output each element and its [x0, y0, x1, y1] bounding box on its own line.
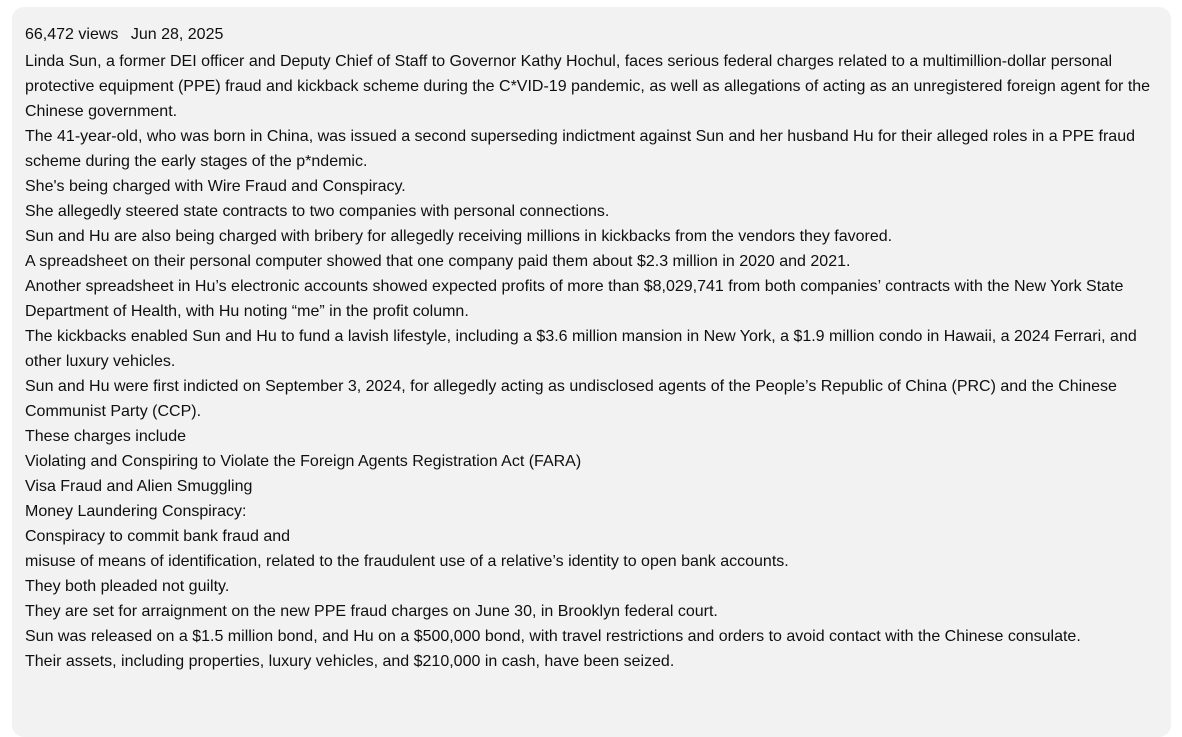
description-line: misuse of means of identification, related to the fraudulent use of a relative’s identity to open bank accounts.	[25, 553, 789, 570]
description-line: The kickbacks enabled Sun and Hu to fund a lavish lifestyle, including a $3.6 million mansion in New York, a $1.9 million condo in Hawaii, a 2024 Ferrari, and other luxury vehicles.	[25, 328, 1137, 370]
view-count: 66,472 views	[25, 26, 119, 43]
upload-date: Jun 28, 2025	[130, 26, 224, 43]
description-text	[25, 49, 1158, 674]
description-line: Sun and Hu are also being charged with bribery for allegedly receiving millions in kickbacks from the vendors they favored.	[25, 228, 893, 245]
description-line: They both pleaded not guilty.	[25, 578, 230, 595]
description-line: Money Laundering Conspiracy:	[25, 503, 247, 520]
description-line: Conspiracy to commit bank fraud and	[25, 528, 291, 545]
description-line: They are set for arraignment on the new PPE fraud charges on June 30, in Brooklyn federal court.	[25, 603, 718, 620]
description-line: The 41-year-old, who was born in China, was issued a second superseding indictment against Sun and her husband Hu for their alleged roles in a PPE fraud scheme during the early stages of the p*ndemic.	[25, 128, 1135, 170]
description-line: Their assets, including properties, luxury vehicles, and $210,000 in cash, have been seized.	[25, 653, 675, 670]
description-line: A spreadsheet on their personal computer showed that one company paid them about $2.3 million in 2020 and 2021.	[25, 253, 851, 270]
description-line: Linda Sun, a former DEI officer and Deputy Chief of Staff to Governor Kathy Hochul, faces serious federal charges related to a multimillion-dollar personal protective equipment (PPE) fraud and kickback scheme during the C*VID-19 pandemic, as well as allegations of acting as an unregistered foreign agent for the Chinese government.	[25, 53, 1151, 120]
description-line: Sun was released on a $1.5 million bond, and Hu on a $500,000 bond, with travel restrictions and orders to avoid contact with the Chinese consulate.	[25, 628, 1081, 645]
video-description[interactable]	[12, 7, 1171, 737]
description-line: These charges include	[25, 428, 186, 445]
description-line: Visa Fraud and Alien Smuggling	[25, 478, 253, 495]
description-line: Another spreadsheet in Hu’s electronic accounts showed expected profits of more than $8,029,741 from both companies’ contracts with the New York State Department of Health, with Hu noting “me” in the profit column.	[25, 278, 1124, 320]
description-line: She allegedly steered state contracts to two companies with personal connections.	[25, 203, 610, 220]
description-line: Violating and Conspiring to Violate the Foreign Agents Registration Act (FARA)	[25, 453, 582, 470]
description-line: Sun and Hu were first indicted on September 3, 2024, for allegedly acting as undisclosed agents of the People’s Republic of China (PRC) and the Chinese Communist Party (CCP).	[25, 378, 1117, 420]
video-meta	[25, 24, 1158, 46]
description-line: She's being charged with Wire Fraud and Conspiracy.	[25, 178, 406, 195]
